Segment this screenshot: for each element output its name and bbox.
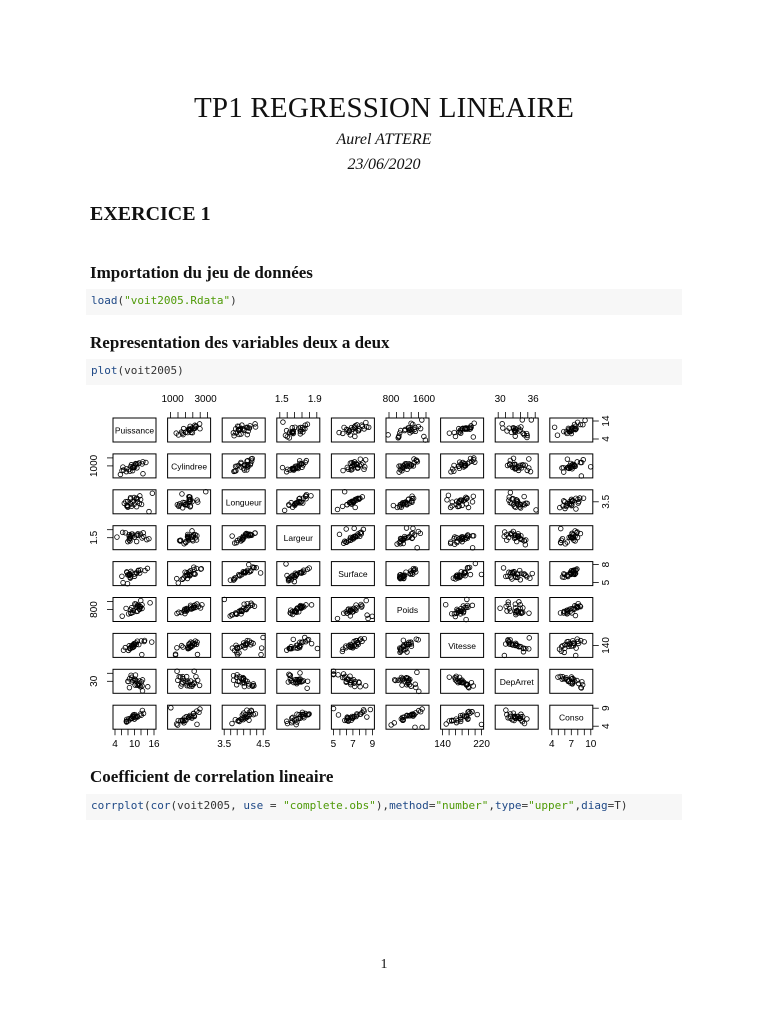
data-point xyxy=(140,689,145,694)
code-string: "complete.obs" xyxy=(283,799,376,812)
document-title: TP1 REGRESSION LINEAIRE xyxy=(194,92,574,124)
data-point xyxy=(368,707,373,712)
variable-label-puissance: Puissance xyxy=(114,425,155,436)
data-point xyxy=(309,493,314,498)
code-block-corrplot xyxy=(86,794,682,820)
axis-tick-label: 9 xyxy=(369,739,376,751)
data-point xyxy=(175,645,180,650)
code-text: ) xyxy=(230,294,237,307)
data-point xyxy=(588,464,593,469)
data-point xyxy=(508,490,513,495)
data-point xyxy=(148,601,153,606)
data-point xyxy=(291,637,296,642)
panel-largeur-vitesse xyxy=(441,526,484,550)
data-point xyxy=(281,420,286,425)
code-string: "voit2005.Rdata" xyxy=(124,294,231,307)
document-date: 23/06/2020 xyxy=(347,156,421,173)
data-point xyxy=(363,683,368,688)
data-point xyxy=(147,509,152,514)
data-point xyxy=(555,433,560,438)
data-point xyxy=(401,638,406,643)
data-point xyxy=(364,420,369,425)
axis-tick-label: 30 xyxy=(494,394,506,405)
data-point xyxy=(309,641,314,646)
data-point xyxy=(583,418,588,423)
code-fn: load xyxy=(91,294,118,307)
data-point xyxy=(174,576,179,581)
data-point xyxy=(352,526,357,531)
data-point xyxy=(386,433,391,438)
data-point xyxy=(475,712,480,717)
data-point xyxy=(115,535,120,540)
axis-tick-label: 1.9 xyxy=(307,394,322,405)
code-string: "upper" xyxy=(528,799,575,812)
data-point xyxy=(149,640,154,645)
data-point xyxy=(443,602,448,607)
code-arg: use xyxy=(243,799,264,812)
data-point xyxy=(331,706,336,711)
axis-tick-label: 4.5 xyxy=(256,739,271,751)
data-point xyxy=(253,425,258,430)
page-number: 1 xyxy=(380,957,388,972)
data-point xyxy=(447,675,452,680)
variable-label-deparret: DepArret xyxy=(499,676,534,687)
axis-tick-label: 1000 xyxy=(89,454,100,478)
data-point xyxy=(141,471,146,476)
data-point xyxy=(498,606,503,611)
data-point xyxy=(127,685,132,690)
section-heading: EXERCICE 1 xyxy=(90,203,211,225)
document-author: Aurel ATTERE xyxy=(336,131,432,148)
variable-label-conso: Conso xyxy=(559,712,584,723)
axis-tick-label: 4 xyxy=(600,436,612,442)
code-text: , xyxy=(488,799,496,812)
data-point xyxy=(230,721,235,726)
axis-tick-label: 3000 xyxy=(194,394,217,405)
data-point xyxy=(176,581,181,586)
variable-label-poids: Poids xyxy=(396,605,419,615)
axis-tick-label: 16 xyxy=(148,739,160,751)
data-point xyxy=(340,504,345,509)
data-point xyxy=(150,491,155,496)
code-fn: plot xyxy=(91,364,118,377)
data-point xyxy=(501,566,506,571)
data-point xyxy=(280,465,285,470)
data-point xyxy=(341,468,346,473)
code-block-load xyxy=(86,289,682,315)
data-point xyxy=(527,611,532,616)
axis-tick-label: 14 xyxy=(600,415,612,427)
axis-tick-label: 800 xyxy=(382,394,400,405)
variable-label-cylindree: Cylindree xyxy=(171,461,208,472)
axis-tick-label: 4 xyxy=(600,723,612,729)
data-point xyxy=(230,534,235,539)
data-point xyxy=(400,683,405,688)
data-point xyxy=(479,572,484,577)
axis-tick-label: 7 xyxy=(350,739,356,751)
data-point xyxy=(415,670,420,675)
variable-label-longueur: Longueur xyxy=(225,497,262,508)
code-fn: cor xyxy=(150,799,171,812)
code-text: ( xyxy=(143,799,151,812)
data-point xyxy=(309,603,314,608)
data-point xyxy=(298,671,303,676)
code-text: =T) xyxy=(607,799,628,812)
axis-tick-label: 140 xyxy=(600,637,612,654)
data-point xyxy=(471,435,476,440)
code-arg: diag xyxy=(581,799,608,812)
data-point xyxy=(336,713,341,718)
data-point xyxy=(335,507,340,512)
panel-deparret-cylindree xyxy=(168,669,211,693)
data-point xyxy=(522,494,527,499)
panel-surface-deparret xyxy=(495,562,538,586)
data-point xyxy=(124,606,129,611)
axis-tick-label: 10 xyxy=(585,739,597,751)
variable-label-vitesse: Vitesse xyxy=(448,640,476,651)
panel-puissance-longueur xyxy=(222,418,265,442)
axis-tick-label: 8 xyxy=(600,561,612,568)
data-point xyxy=(466,505,471,510)
data-point xyxy=(471,494,476,499)
data-point xyxy=(120,574,125,579)
axis-tick-label: 36 xyxy=(527,394,539,405)
axis-tick-label: 3.5 xyxy=(600,494,612,509)
data-point xyxy=(479,722,484,727)
code-text: , xyxy=(574,799,582,812)
data-point xyxy=(534,508,539,513)
axis-tick-label: 4 xyxy=(112,739,118,751)
data-point xyxy=(315,646,320,651)
data-point xyxy=(294,722,299,727)
data-point xyxy=(500,421,505,426)
code-fn: corrplot xyxy=(91,799,144,812)
data-point xyxy=(468,572,473,577)
data-point xyxy=(470,500,475,505)
data-point xyxy=(391,503,396,508)
axis-tick-label: 140 xyxy=(434,739,451,751)
data-point xyxy=(501,426,506,431)
data-point xyxy=(118,472,123,477)
variable-label-surface: Surface xyxy=(338,569,368,580)
data-point xyxy=(261,635,266,640)
data-point xyxy=(337,532,342,537)
axis-tick-label: 9 xyxy=(600,705,612,711)
data-point xyxy=(336,673,341,678)
axis-tick-label: 30 xyxy=(89,675,100,687)
data-point xyxy=(140,652,145,657)
data-point xyxy=(282,508,287,513)
code-text: = xyxy=(428,799,436,812)
scatterplot-matrix xyxy=(78,388,638,758)
code-text: ( xyxy=(117,294,125,307)
data-point xyxy=(259,652,264,657)
axis-tick-label: 5 xyxy=(600,579,612,586)
code-string: "number" xyxy=(435,799,489,812)
data-point xyxy=(411,526,416,531)
data-point xyxy=(198,426,203,431)
data-point xyxy=(574,507,579,512)
data-point xyxy=(344,527,349,532)
data-point xyxy=(231,678,236,683)
data-point xyxy=(180,492,185,497)
axis-tick-label: 1000 xyxy=(161,394,184,405)
data-point xyxy=(194,674,199,679)
data-point xyxy=(134,539,139,544)
data-point xyxy=(558,526,563,531)
axis-tick-label: 3.5 xyxy=(217,739,232,751)
code-text: = xyxy=(521,799,529,812)
data-point xyxy=(445,498,450,503)
variable-label-largeur: Largeur xyxy=(283,533,313,544)
code-text: = xyxy=(263,799,284,812)
subsection-pairs: Representation des variables deux a deux xyxy=(90,333,390,352)
axis-tick-label: 1.5 xyxy=(274,394,289,405)
data-point xyxy=(335,616,340,621)
code-arg: type xyxy=(495,799,522,812)
data-point xyxy=(363,458,368,463)
axis-tick-label: 220 xyxy=(473,739,490,751)
data-point xyxy=(446,493,451,498)
code-block-plot xyxy=(86,359,682,385)
data-point xyxy=(175,723,180,728)
data-point xyxy=(472,421,477,426)
data-point xyxy=(561,470,566,475)
code-text: (voit2005) xyxy=(117,364,184,377)
data-point xyxy=(145,684,150,689)
axis-tick-label: 1600 xyxy=(412,394,436,405)
axis-tick-label: 5 xyxy=(330,739,337,751)
data-point xyxy=(525,717,530,722)
data-point xyxy=(197,683,202,688)
data-point xyxy=(195,652,200,657)
subsection-import: Importation du jeu de données xyxy=(90,263,313,282)
data-point xyxy=(364,598,369,603)
data-point xyxy=(527,457,532,462)
data-point xyxy=(504,708,509,713)
data-point xyxy=(447,431,452,436)
data-point xyxy=(353,434,358,439)
data-point xyxy=(404,526,409,531)
code-text: (voit2005, xyxy=(170,799,244,812)
code-arg: method xyxy=(389,799,429,812)
data-point xyxy=(527,636,532,641)
data-point xyxy=(305,686,310,691)
data-point xyxy=(120,614,125,619)
code-text: ), xyxy=(375,799,390,812)
data-point xyxy=(565,457,570,462)
data-point xyxy=(284,562,289,567)
subsection-correlation: Coefficient de correlation lineaire xyxy=(90,767,334,786)
axis-tick-label: 1.5 xyxy=(89,530,100,545)
data-point xyxy=(552,425,557,430)
data-point xyxy=(246,562,251,567)
data-point xyxy=(530,571,535,576)
data-point xyxy=(169,705,174,710)
data-point xyxy=(195,722,200,727)
axis-tick-label: 4 xyxy=(549,739,555,751)
data-point xyxy=(180,577,185,582)
axis-tick-label: 800 xyxy=(89,601,100,618)
panel-poids-conso xyxy=(550,598,593,622)
data-point xyxy=(258,571,263,576)
data-point xyxy=(259,646,264,651)
panel-cylindree-longueur xyxy=(222,454,265,478)
axis-tick-label: 10 xyxy=(128,739,141,751)
data-point xyxy=(470,603,475,608)
axis-tick-label: 7 xyxy=(568,739,575,751)
data-point xyxy=(365,715,370,720)
data-point xyxy=(121,580,126,585)
